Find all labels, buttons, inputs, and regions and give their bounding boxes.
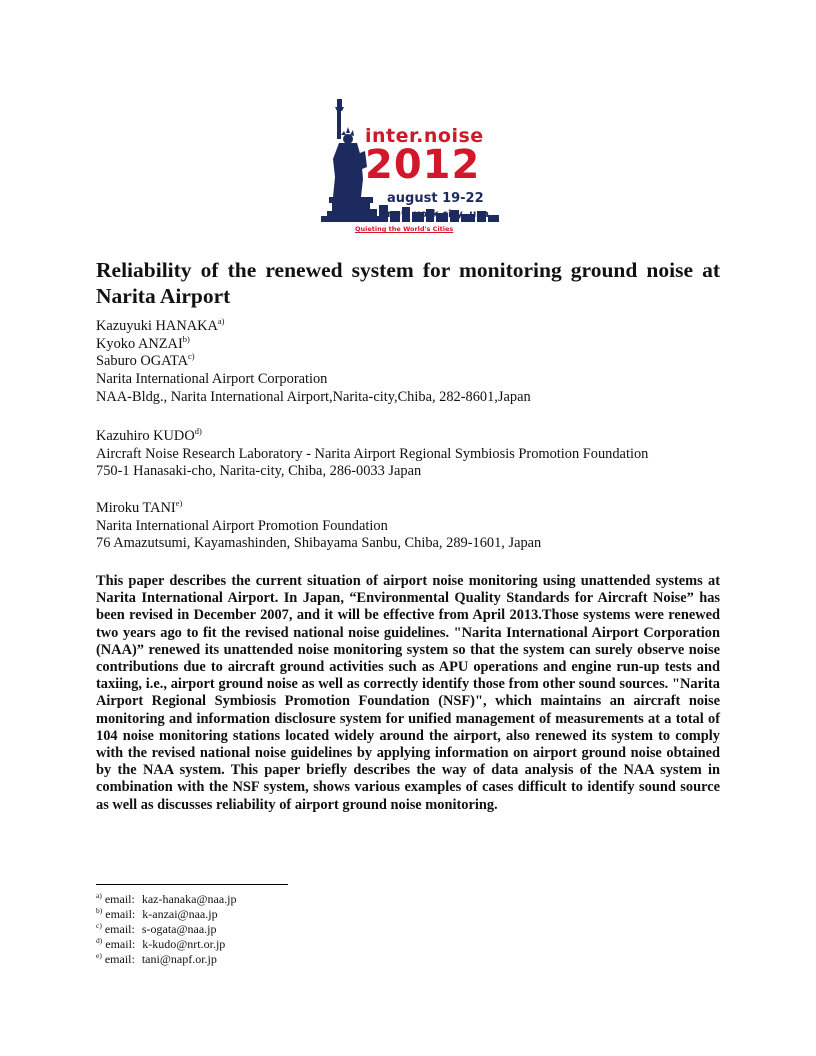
footnote-label: email: (105, 936, 136, 951)
affiliation-mark: c) (187, 351, 195, 362)
author-name: Kazuhiro KUDO (96, 428, 195, 444)
author-line (96, 428, 720, 446)
author-line (96, 500, 720, 518)
footnote-email: tani@napf.or.jp (141, 951, 217, 966)
footnote (96, 892, 237, 907)
author-group-2 (96, 428, 720, 481)
affiliation-mark: e) (175, 498, 183, 508)
footnote-email: k-kudo@nrt.or.jp (142, 936, 226, 951)
organization: Aircraft Noise Research Laboratory - Narita Airport Regional Symbiosis Promotion Foundation (96, 445, 649, 462)
footnote (96, 922, 237, 937)
author-name: Miroku TANI (96, 500, 176, 516)
author-name: Saburo OGATA (96, 353, 188, 370)
author-name: Kazuyuki HANAKA (96, 318, 218, 334)
footnote (96, 907, 237, 922)
footnote-label: email: (104, 951, 135, 966)
footnote (96, 937, 237, 952)
affiliation-mark: d) (194, 426, 202, 436)
footnote-mark: e) (96, 950, 102, 960)
organization: Narita International Airport Promotion Foundation (96, 517, 388, 534)
footnote-mark: a) (96, 891, 102, 900)
footnote-label: email: (104, 892, 135, 906)
conference-logo (321, 97, 501, 237)
paper-title: Reliability of the renewed system for monitoring ground noise at Narita Airport (96, 258, 720, 308)
footnote-email: kaz-hanaka@naa.jp (141, 892, 237, 906)
address: 76 Amazutsumi, Kayamashinden, Shibayama Sanbu, Chiba, 289-1601, Japan (96, 535, 542, 552)
footnote-mark: d) (96, 935, 103, 945)
address: 750-1 Hanasaki-cho, Narita-city, Chiba, 286-0033 Japan (96, 463, 422, 480)
footnote-divider (96, 884, 288, 885)
logo-city: new york city, usa (387, 209, 490, 220)
logo-tagline: Quieting the World's Cities (355, 225, 454, 233)
author-group-1 (96, 318, 720, 407)
logo-dates: august 19-22 (387, 191, 484, 206)
address: NAA-Bldg., Narita International Airport,Narita-city,Chiba, 282-8601,Japan (96, 388, 531, 405)
author-line (96, 353, 720, 371)
footnote-mark: c) (96, 920, 102, 930)
footnote (96, 952, 237, 967)
affiliation-mark: b) (182, 333, 190, 344)
author-name: Kyoko ANZAI (96, 335, 183, 352)
affiliation-mark: a) (217, 316, 225, 326)
logo-name: inter.noise (365, 125, 484, 147)
logo-year: 2012 (365, 142, 481, 188)
footnote-mark: b) (96, 905, 103, 915)
footnote-label: email: (104, 921, 135, 936)
footnote-email: k-anzai@naa.jp (142, 906, 218, 921)
abstract: This paper describes the current situation of airport noise monitoring using unattended systems at Narita International Airport. In Japan, “Environmental Quality Standards for Aircraft Noise” has been revised in December 2007, and it will be effective from April 2013.Those systems were renewed two years ago to fit the revised national noise guidelines. "Narita International Airport Corporation (NAA)” renewed its unattended noise monitoring system so that the system can surely observe noise contributions due to aircraft ground activities such as APU operations and engine run-up tests and taxiing, i.e., airport ground noise as well as correctly identify those from other sound sources. "Narita Airport Regional Symbiosis Promotion Foundation (NSF)", which maintains an aircraft noise monitoring and information disclosure system for unified management of measurements at a total of 104 noise monitoring stations located widely around the airport, also renewed its system to comply with the revised national noise guidelines by applying information on airport ground noise obtained by the NAA system. This paper briefly describes the way of data analysis of the NAA system in combination with the NSF system, shows various examples of cases difficult to identify sound source as well as discusses reliability of airport ground noise monitoring. (96, 573, 720, 813)
footnote-email: s-ogata@naa.jp (141, 921, 217, 936)
footnote-label: email: (105, 906, 136, 921)
organization: Narita International Airport Corporation (96, 371, 328, 388)
footnotes (96, 892, 237, 967)
author-group-3 (96, 500, 720, 553)
